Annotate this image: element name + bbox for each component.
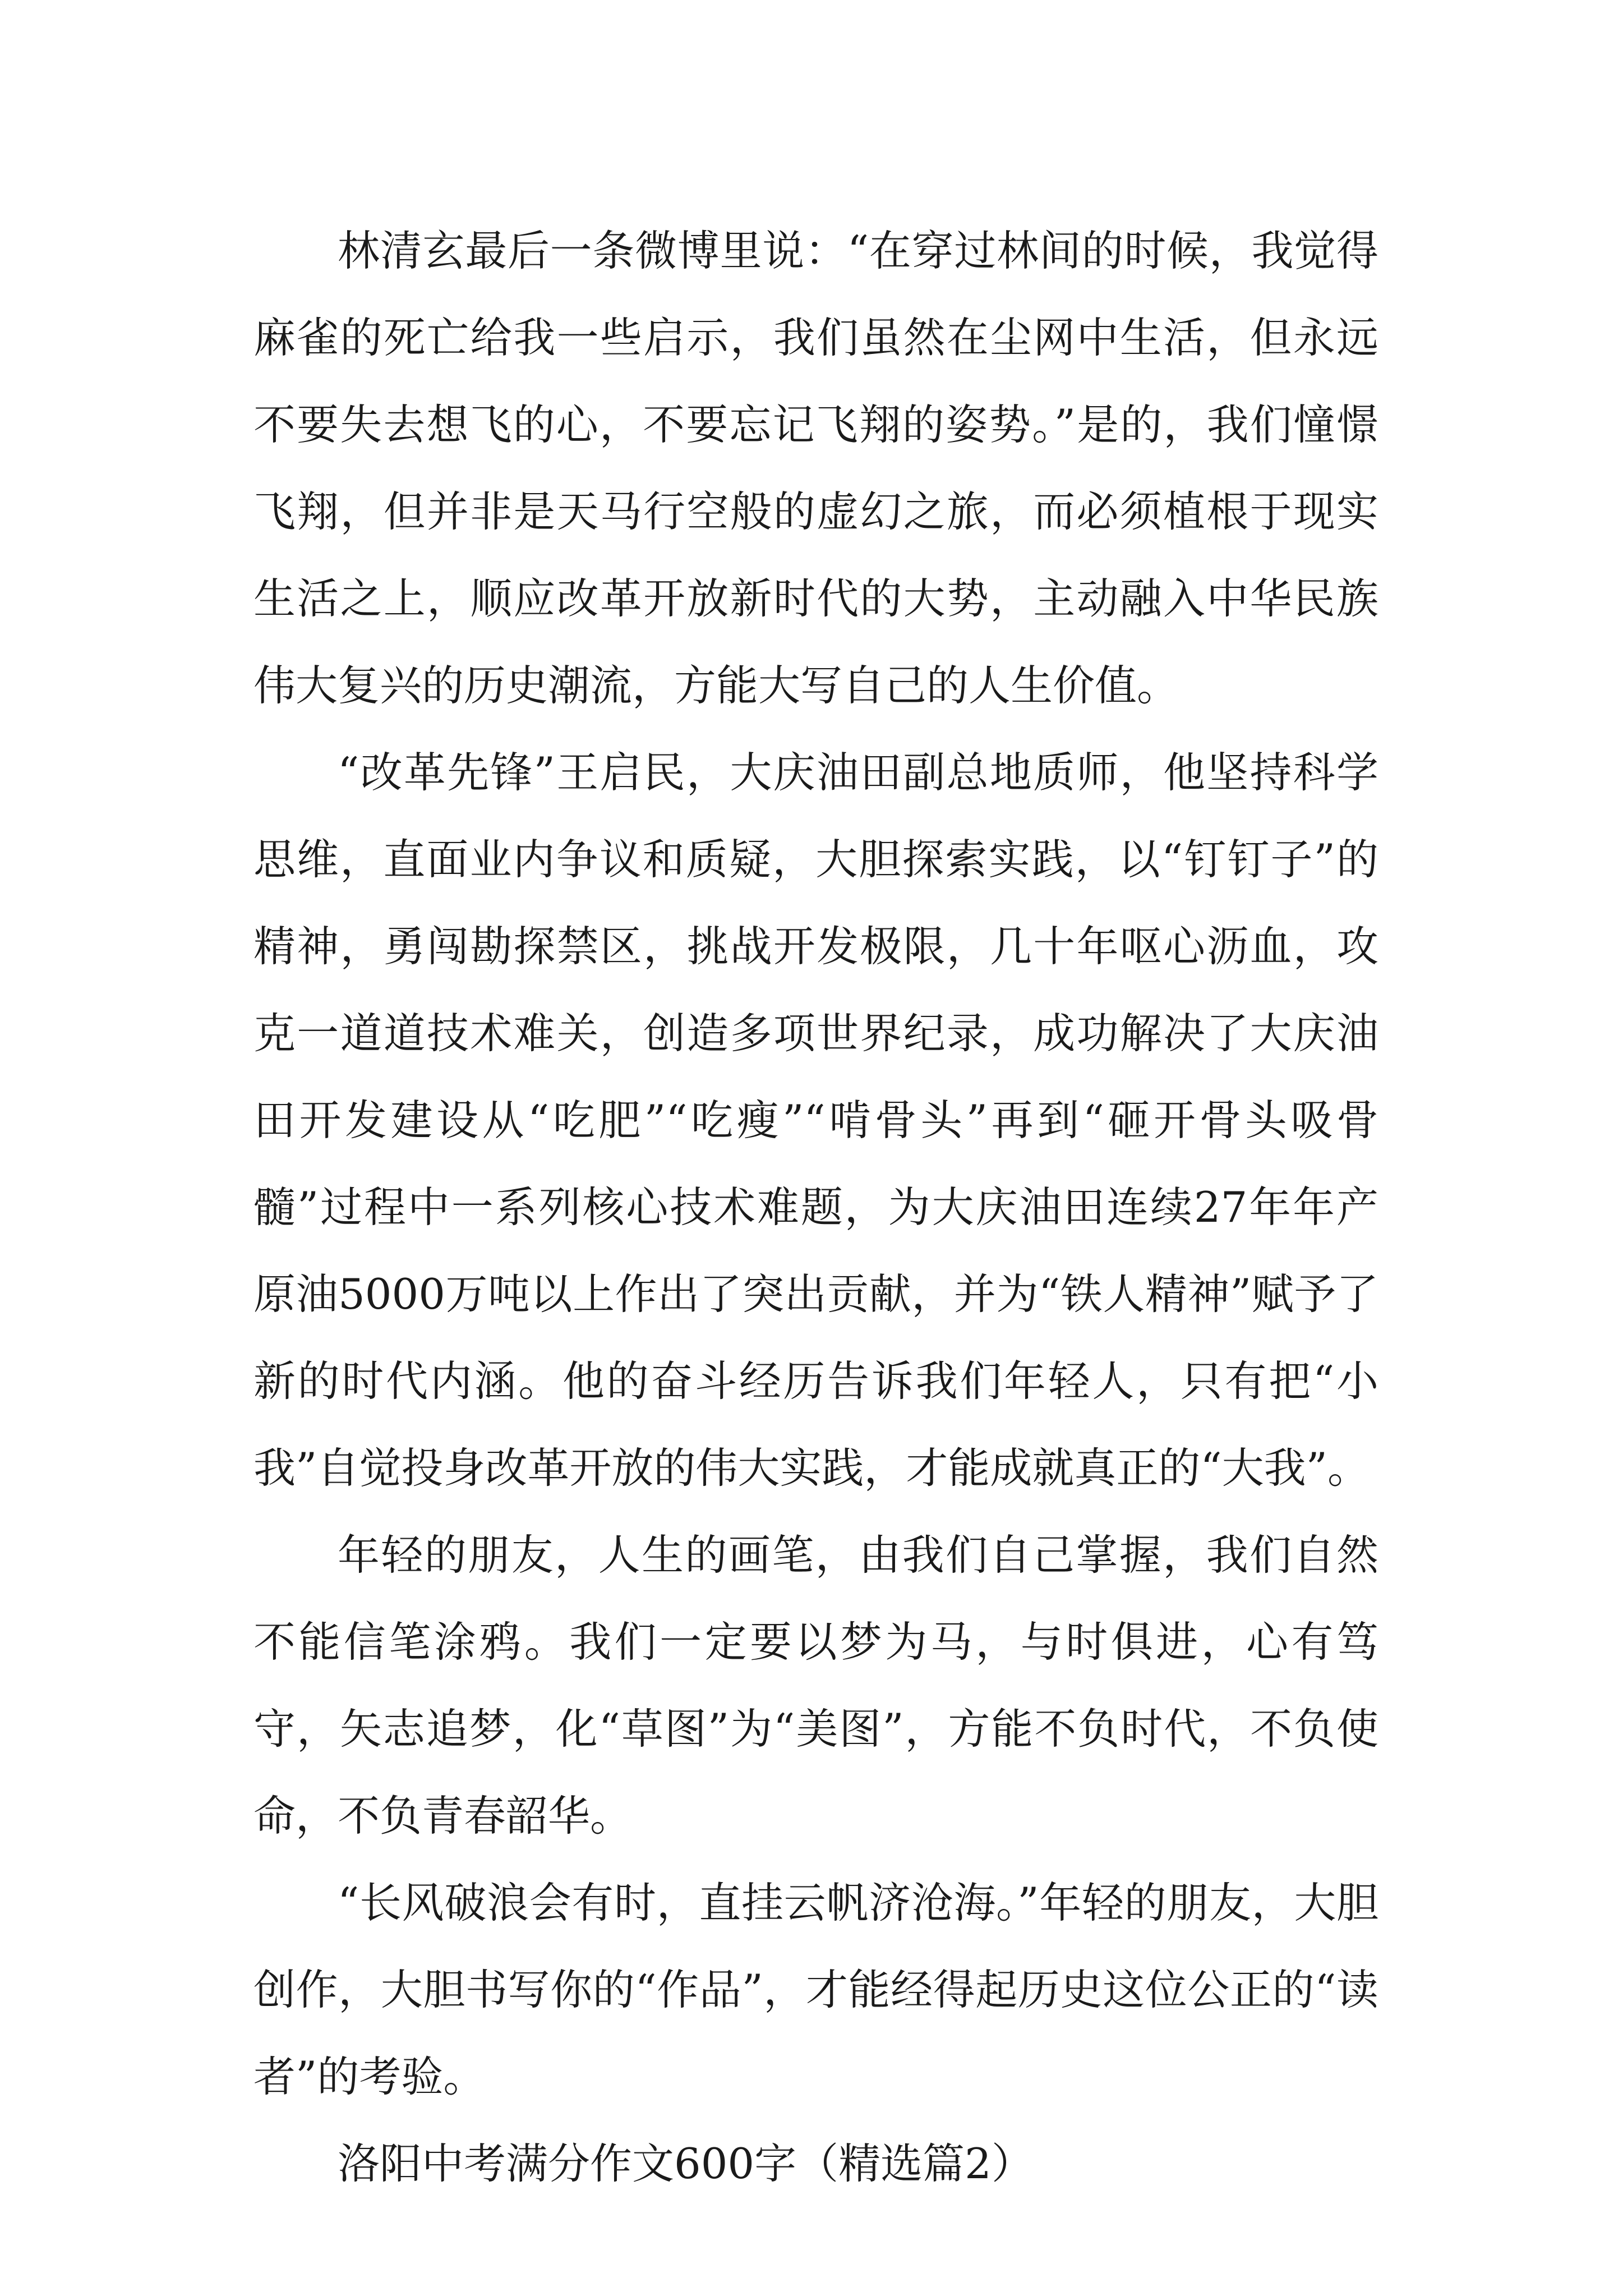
document-body — [253, 208, 1378, 2207]
paragraph-2: “改革先锋”王启民，大庆油田副总地质师，他坚持科学思维，直面业内争议和质疑，大胆探索实践，以“钉钉子”的精神，勇闯勘探禁区，挑战开发极限，几十年呕心沥血，攻克一道道技术难关，创造多项世界纪录，成功解决了大庆油田开发建设从“吃肥”“吃瘦”“啃骨头”再到“砸开骨头吸骨髓”过程中一系列核心技术难题，为大庆油田连续27年年产原油5000万吨以上作出了突出贡献，并为“铁人精神”赋予了新的时代内涵。他的奋斗经历告诉我们年轻人，只有把“小我”自觉投身改革开放的伟大实践，才能成就真正的“大我”。 — [253, 748, 1378, 1493]
paragraph-1: 林清玄最后一条微博里说：“在穿过林间的时候，我觉得麻雀的死亡给我一些启示，我们虽然在尘网中生活，但永远不要失去想飞的心，不要忘记飞翔的姿势。”是的，我们憧憬飞翔，但并非是天马行空般的虚幻之旅，而必须植根于现实生活之上，顺应改革开放新时代的大势，主动融入中华民族伟大复兴的历史潮流，方能大写自己的人生价值。 — [253, 226, 1378, 710]
paragraph-3: 年轻的朋友，人生的画笔，由我们自己掌握，我们自然不能信笔涂鸦。我们一定要以梦为马，与时俱进，心有笃守，矢志追梦，化“草图”为“美图”，方能不负时代，不负使命，不负青春韶华。 — [253, 1530, 1378, 1841]
section-heading: 洛阳中考满分作文600字（精选篇2） — [338, 2139, 1034, 2188]
paragraph-4: “长风破浪会有时，直挂云帆济沧海。”年轻的朋友，大胆创作，大胆书写你的“作品”，才能经得起历史这位公正的“读者”的考验。 — [253, 1878, 1378, 2101]
